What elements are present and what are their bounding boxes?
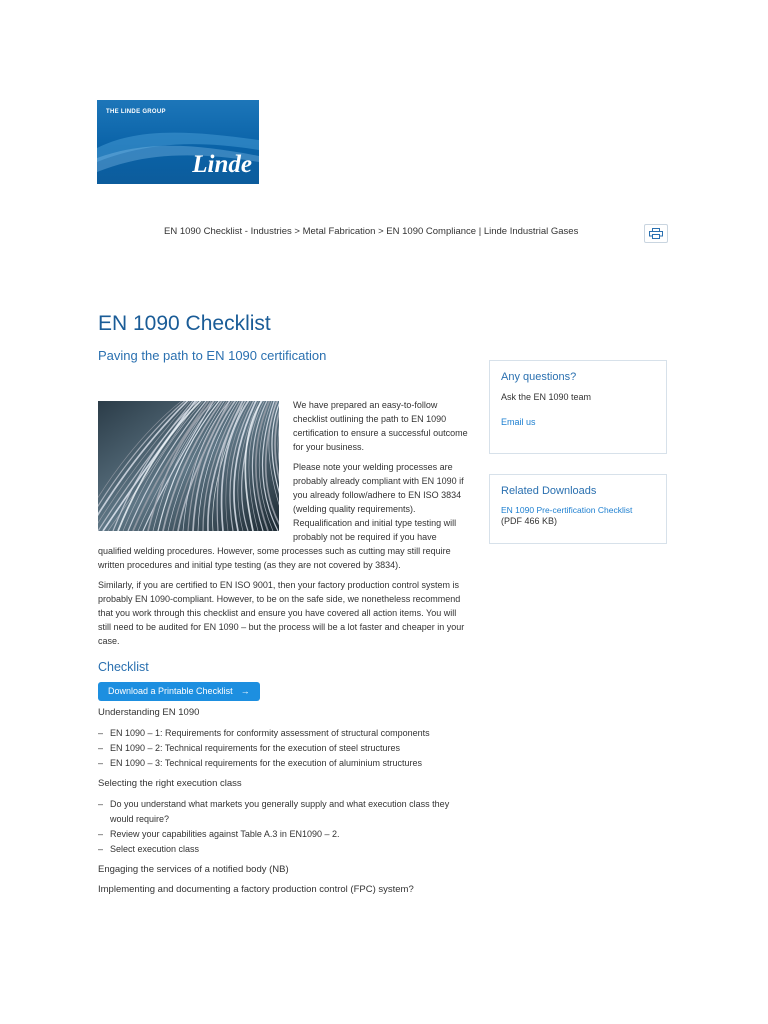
breadcrumb: EN 1090 Checklist - Industries > Metal Fabrication > EN 1090 Compliance | Linde Industrial Gases	[164, 226, 579, 237]
page-title: EN 1090 Checklist	[98, 312, 271, 335]
related-downloads-card	[489, 474, 667, 544]
precert-checklist-link[interactable]: EN 1090 Pre-certification Checklist	[501, 505, 633, 515]
intro-paragraph: We have prepared an easy-to-follow checklist outlining the path to EN 1090 certification to ensure a successful outcome for your business.	[293, 400, 468, 452]
download-checklist-label: Download a Printable Checklist	[108, 686, 233, 696]
linde-logo[interactable]	[97, 100, 259, 184]
execution-class-label: Selecting the right execution class	[98, 778, 242, 789]
compliance-paragraph: Please note your welding processes are probably already compliant with EN 1090 if you already follow/adhere to EN ISO 3834 (welding quality requirements). Requalification and initial type testing will probably not be required if you have qualified welding procedures. However, some processes such as cutting may still require written procedures and initial type testing (as they are not covered by 3834).	[98, 462, 464, 570]
download-checklist-button[interactable]	[98, 682, 260, 701]
list-item: – EN 1090 – 1: Requirements for conformity assessment of structural components	[98, 726, 470, 741]
print-button[interactable]	[644, 224, 668, 243]
list-item: – EN 1090 – 3: Technical requirements for the execution of aluminium structures	[98, 756, 470, 771]
download-size: (PDF 466 KB)	[501, 516, 558, 526]
image-spacer	[98, 398, 293, 544]
list-item: – Do you understand what markets you generally supply and what execution class they would require?	[98, 797, 470, 827]
questions-card	[489, 360, 667, 454]
fpc-label: Implementing and documenting a factory production control (FPC) system?	[98, 884, 414, 895]
email-us-link[interactable]: Email us	[501, 417, 536, 427]
questions-heading: Any questions?	[501, 371, 577, 383]
checklist-heading: Checklist	[98, 660, 149, 674]
logo-group-text: THE LINDE GROUP	[106, 109, 166, 115]
logo-brand-text: Linde	[192, 151, 252, 178]
list-item: – Select execution class	[98, 842, 470, 857]
printer-icon	[649, 228, 663, 239]
downloads-heading: Related Downloads	[501, 485, 597, 497]
page-subtitle: Paving the path to EN 1090 certification	[98, 348, 327, 363]
list-item: – Review your capabilities against Table A.3 in EN1090 – 2.	[98, 827, 470, 842]
questions-text: Ask the EN 1090 team	[501, 392, 592, 402]
list-item: – EN 1090 – 2: Technical requirements for the execution of steel structures	[98, 741, 470, 756]
notified-body-label: Engaging the services of a notified body (NB)	[98, 864, 289, 875]
arrow-right-icon: →	[240, 686, 250, 696]
understanding-label: Understanding EN 1090	[98, 707, 200, 718]
execution-class-list	[98, 797, 470, 857]
iso-paragraph: Similarly, if you are certified to EN ISO 9001, then your factory production control system is probably EN 1090-compliant. However, to be on the safe side, we nonetheless recommend that you work through this checklist and ensure you have covered all action items. You will still need to be audited for EN 1090 – but the process will be a lot faster and cheaper in your case.	[98, 580, 465, 646]
main-content	[98, 398, 470, 903]
understanding-list	[98, 726, 470, 771]
